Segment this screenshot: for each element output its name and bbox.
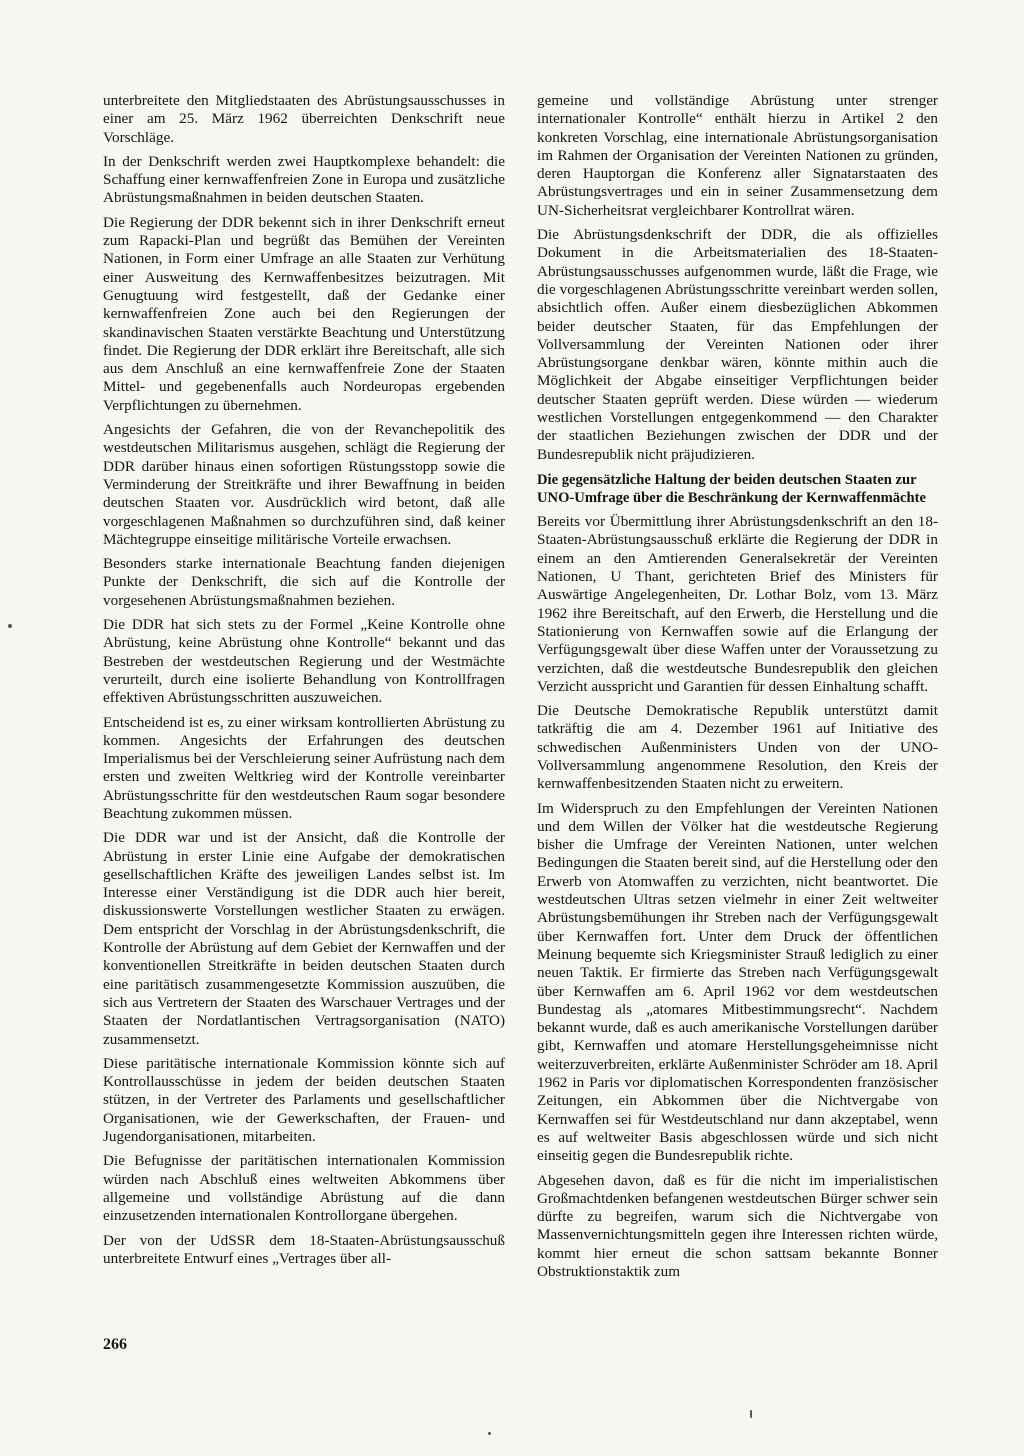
paragraph: Die DDR war und ist der Ansicht, daß die Kontrolle der Abrüstung in erster Linie eine Aufgabe der demokratischen gesellschaftlichen Kräfte des jeweiligen Landes selbst ist. Im Interesse einer Verständigung ist die DDR auch hier bereit, diskussionswerte Vorstellungen westlicher Staaten zu erwägen. Dem entspricht der Vorschlag in der Abrüstungsdenkschrift, die Kontrolle der Abrüstung auf dem Gebiet der Kernwaffen und der konventionellen Streitkräfte in beiden deutschen Staaten durch eine paritätisch zusammengesetzte Kommission auszuüben, die sich aus Vertretern der Staaten des Warschauer Vertrages und der Staaten der Nordatlantischen Vertragsorganisation (NATO) zusammensetzt. <box>103 829 505 1048</box>
paragraph: Im Widerspruch zu den Empfehlungen der Vereinten Nationen und dem Willen der Völker hat die westdeutsche Regierung bisher die Umfrage der Vereinten Nationen, unter welchen Bedingungen die Staaten bereit sind, auf die Herstellung oder den Erwerb von Atomwaffen zu verzichten, nicht beantwortet. Die westdeutschen Ultras setzen vielmehr in einer Zeit weltweiter Abrüstungsbemühungen ihr Streben nach der Verfügungsgewalt über Kernwaffen fort. Unter dem Druck der öffentlichen Meinung bequemte sich Kriegsminister Strauß lediglich zu einer neuen Taktik. Er firmierte das Streben nach Verfügungsgewalt über Kernwaffen am 6. April 1962 vor dem westdeutschen Bundestag als „atomares Mitbestimmungsrecht“. Nachdem bekannt wurde, daß es auch amerikanische Vorstellungen darüber gibt, Kernwaffen und atomare Herstellungsgeheimnisse nicht weiterzuverbreiten, erklärte Außenminister Schröder am 18. April 1962 in Paris vor diplomatischen Korrespondenten französischer Zeitungen, ein Abkommen über die Nichtvergabe von Kernwaffen sei für Westdeutschland nur dann akzeptabel, wenn es auf weltweiter Basis abgeschlossen würde und sich nicht einseitig gegen die Bundesrepublik richte. <box>537 799 938 1165</box>
page-number: 266 <box>103 1336 127 1353</box>
paragraph: In der Denkschrift werden zwei Hauptkomplexe behandelt: die Schaffung einer kernwaffenfreien Zone in Europa und zusätzliche Abrüstungsmaßnahmen in beiden deutschen Staaten. <box>103 152 505 207</box>
paragraph: Abgesehen davon, daß es für die nicht im imperialistischen Großmachtdenken befangenen westdeutschen Bürger schwer sein dürfte zu begreifen, warum sich die Nichtvergabe von Massenvernichtungsmitteln gegen ihre Interessen richten würde, kommt hier erneut die schon sattsam bekannte Bonner Obstruktionstaktik zum <box>537 1171 938 1280</box>
paragraph: Besonders starke internationale Beachtung fanden diejenigen Punkte der Denkschrift, die sich auf die Kontrolle der vorgesehenen Abrüstungsmaßnahmen beziehen. <box>103 555 505 609</box>
scan-speck <box>8 624 12 628</box>
paragraph: Die Abrüstungsdenkschrift der DDR, die als offizielles Dokument in die Arbeitsmaterialien des 18-Staaten-Abrüstungsausschusses aufgenommen wurde, läßt die Frage, wie die vorgeschlagenen Abrüstungsschritte vereinbart werden sollen, absichtlich offen. Außer einem diesbezüglichen Abkommen beider deutscher Staaten, für das Empfehlungen der Vollversammlung der Vereinten Nationen oder ihrer Abrüstungsorgane denkbar wären, könnte mithin auch die Möglichkeit der Abgabe einseitiger Verpflichtungen beider deutscher Staaten geprüft werden. Diese würden — wiederum westlichen Vorstellungen entgegenkommend — den Charakter der staatlichen Beziehungen zwischen der DDR und der Bundesrepublik nicht präjudizieren. <box>537 226 938 463</box>
paragraph: gemeine und vollständige Abrüstung unter strenger internationaler Kontrolle“ enthält hierzu in Artikel 2 den konkreten Vorschlag, eine internationale Abrüstungsorganisation im Rahmen der Organisation der Vereinten Nationen zu gründen, deren Hauptorgan die Konferenz aller Signatarstaaten des Abrüstungsvertrages und ein in seiner Zusammensetzung dem UN-Sicherheitsrat vergleichbarer Kontrollrat wären. <box>537 92 938 219</box>
paragraph: Die Regierung der DDR bekennt sich in ihrer Denkschrift erneut zum Rapacki-Plan und begrüßt das Bemühen der Vereinten Nationen, in Form einer Umfrage an alle Staaten zur Verhütung einer Ausweitung des Kernwaffenbesitzes beizutragen. Mit Genugtuung wird festgestellt, daß der Gedanke einer kernwaffenfreien Zone auch bei den Regierungen der skandinavischen Staaten verstärkte Beachtung und Unterstützung findet. Die Regierung der DDR erklärt ihre Bereitschaft, alle sich aus dem Anschluß an eine kernwaffenfreie Zone der Staaten Mittel- und gegebenenfalls auch Nordeuropas ergebenden Verpflichtungen zu übernehmen. <box>103 213 505 414</box>
paragraph: Die Befugnisse der paritätischen internationalen Kommission würden nach Abschluß eines weltweiten Abkommens über allgemeine und vollständige Abrüstung auf die dann einzusetzenden internationalen Kontrollorgane übergehen. <box>103 1152 505 1225</box>
paragraph: Angesichts der Gefahren, die von der Revanchepolitik des westdeutschen Militarismus ausgehen, schlägt die Regierung der DDR darüber hinaus einen sofortigen Rüstungsstopp sowie die Verminderung der Streitkräfte und ihrer Bewaffnung in beiden deutschen Staaten vor. Ausdrücklich wird betont, daß alle vorgeschlagenen Maßnahmen so durchzuführen sind, daß keiner Mächtegruppe einseitige militärische Vorteile erwachsen. <box>103 421 505 548</box>
left-column <box>103 92 505 1274</box>
paragraph: Bereits vor Übermittlung ihrer Abrüstungsdenkschrift an den 18-Staaten-Abrüstungsausschuß erklärte die Regierung der DDR in einem an den Amtierenden Generalsekretär der Vereinten Nationen, U Thant, gerichteten Brief des Ministers für Auswärtige Angelegenheiten, Dr. Lothar Bolz, vom 13. März 1962 ihre Bereitschaft, auf den Erwerb, die Herstellung und die Stationierung von Kernwaffen sowie auf die Erlangung der Verfügungsgewalt über diese Waffen unter der Voraussetzung zu verzichten, daß die westdeutsche Bundesrepublik den gleichen Verzicht ausspricht und Garantien für dessen Einhaltung schafft. <box>537 513 938 695</box>
paragraph: Die Deutsche Demokratische Republik unterstützt damit tatkräftig die am 4. Dezember 1961 auf Initiative des schwedischen Außenministers Unden von der UNO-Vollversammlung angenommene Resolution, den Kreis der kernwaffenbesitzenden Staaten nicht zu erweitern. <box>537 702 938 793</box>
scan-speck <box>488 1432 491 1435</box>
paragraph: Diese paritätische internationale Kommission könnte sich auf Kontrollausschüsse in jedem der beiden deutschen Staaten stützen, in der Vertreter des Parlaments und gesellschaftlicher Organisationen, wie der Gewerkschaften, der Frauen- und Jugendorganisationen, mitarbeiten. <box>103 1054 505 1146</box>
section-heading: Die gegensätzliche Haltung der beiden deutschen Staaten zur UNO-Umfrage über die Beschränkung der Kernwaffenmächte <box>537 471 926 506</box>
paragraph: unterbreitete den Mitgliedstaaten des Abrüstungsausschusses in einer am 25. März 1962 überreichten Denkschrift neue Vorschläge. <box>103 92 505 146</box>
paragraph: Der von der UdSSR dem 18-Staaten-Abrüstungsausschuß unterbreitete Entwurf eines „Vertrages über all- <box>103 1231 505 1267</box>
right-column <box>537 92 938 1287</box>
scan-speck <box>750 1410 752 1418</box>
paragraph: Die DDR hat sich stets zu der Formel „Keine Kontrolle ohne Abrüstung, keine Abrüstung ohne Kontrolle“ bekannt und das Bestreben der westdeutschen Regierung und der Westmächte verurteilt, durch eine isolierte Behandlung von Kontrollfragen effektiven Abrüstungsschritten auszuweichen. <box>103 616 505 707</box>
paragraph: Entscheidend ist es, zu einer wirksam kontrollierten Abrüstung zu kommen. Angesichts der Erfahrungen des deutschen Imperialismus bei der Verschleierung seiner Aufrüstung nach dem ersten und zweiten Weltkrieg wird der Kontrolle vereinbarter Abrüstungsschritte für den westdeutschen Raum sogar besondere Beachtung zukommen müssen. <box>103 713 505 822</box>
